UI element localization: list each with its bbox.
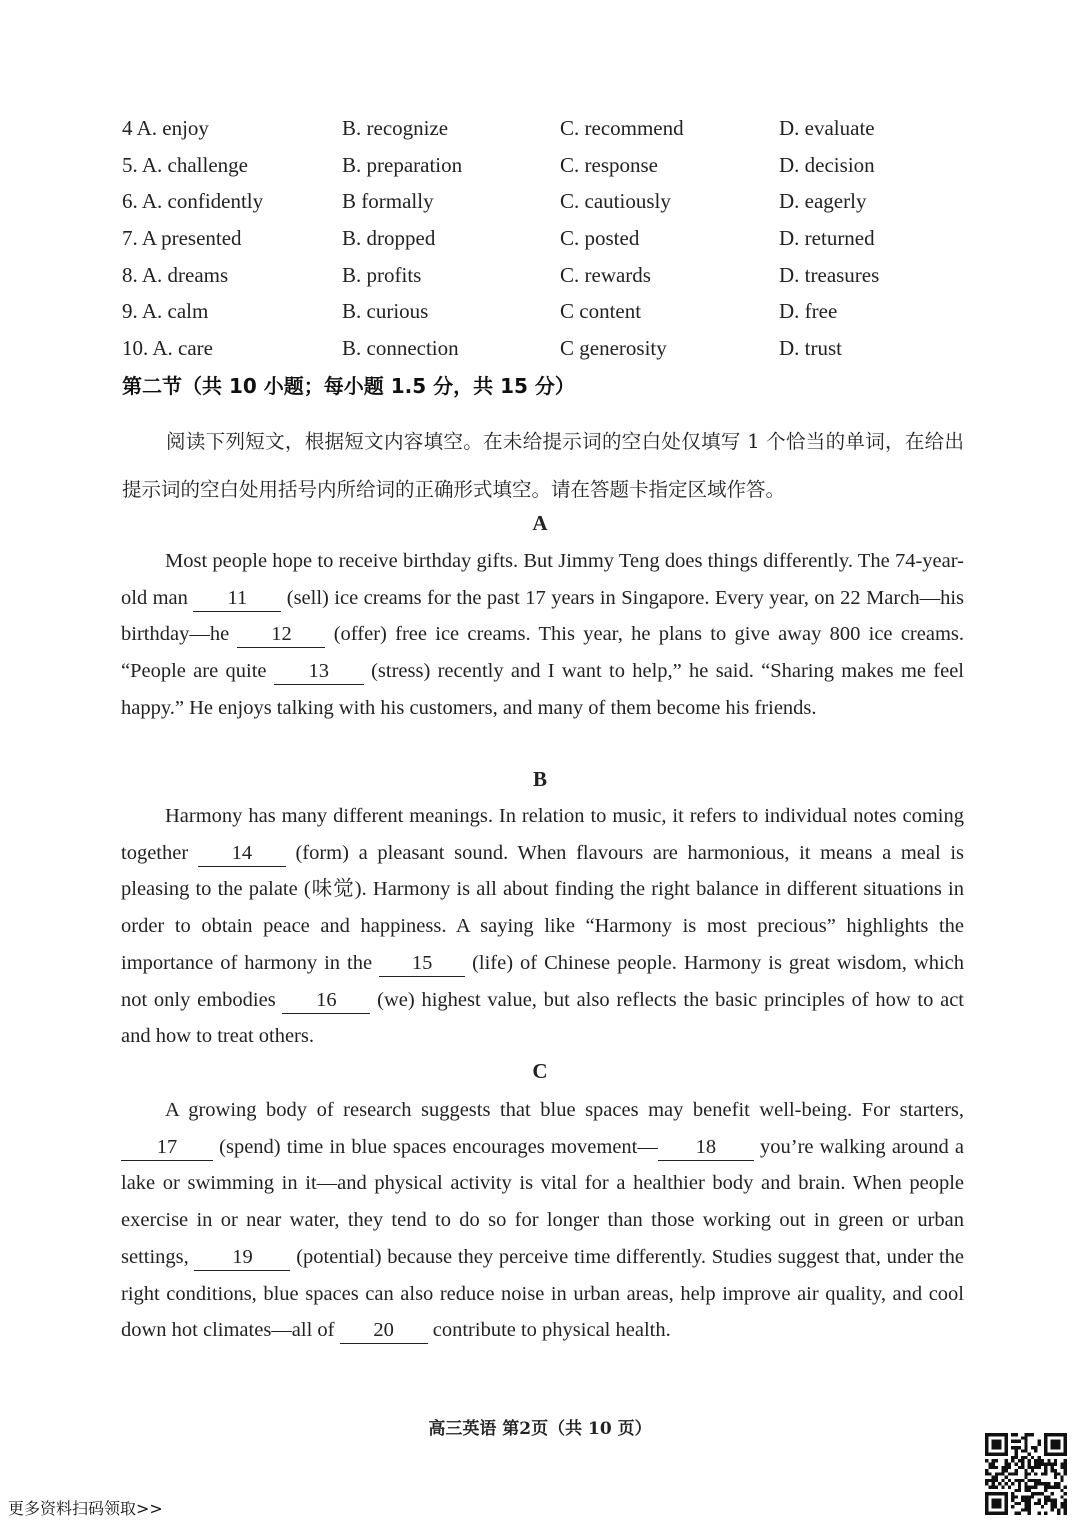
option-a: 7. A presented xyxy=(122,226,242,251)
blank-16: 16 xyxy=(282,987,370,1014)
passage-b-text xyxy=(121,798,964,1055)
option-a: 10. A. care xyxy=(122,336,213,361)
option-row-9 xyxy=(122,293,962,330)
option-row-4 xyxy=(122,110,962,147)
option-d: D. evaluate xyxy=(779,116,875,140)
option-d: D. returned xyxy=(779,226,875,251)
passage-text: (life) of Chinese people. Harmony is great wisdom, which not only embodies xyxy=(121,951,965,1011)
passage-text: (stress) recently and I want to help,” he said. “Sharing makes me feel happy.” He enjoys talking with his customers, and many of them become his friends. xyxy=(121,660,964,719)
passage-text: you’re walking around a lake or swimming in it—and physical activity is vital for a healthier body and brain. When people exercise in or near water, they tend to do so for longer than those working out in green or urban settings, xyxy=(121,1135,964,1268)
blank-17: 17 xyxy=(121,1134,213,1161)
option-d: D. free xyxy=(779,299,838,324)
section-instruction: 阅读下列短文，根据短文内容填空。在未给提示词的空白处仅填写 1 个恰当的单词，在给出提示词的空白处用括号内所给词的正确形式填空。请在答题卡指定区域作答。 xyxy=(122,430,964,501)
section-heading: 第二节（共 10 小题；每小题 1.5 分，共 15 分） xyxy=(122,374,575,398)
passage-text: (sell) ice creams for the past 17 years in Singapore. Every year, on 22 March—his birthday—he xyxy=(121,586,964,646)
page-footer: 高三英语 第2页（共 10 页） xyxy=(428,1419,652,1439)
blank-11: 11 xyxy=(193,585,281,612)
passage-c-text xyxy=(121,1092,964,1349)
option-a: 9. A. calm xyxy=(122,299,209,324)
option-c: C generosity xyxy=(560,336,667,361)
option-row-8 xyxy=(122,257,962,294)
option-c: C content xyxy=(560,299,642,324)
passage-text: contribute to physical health. xyxy=(432,1319,671,1342)
blank-13: 13 xyxy=(274,658,364,685)
passage-text: Most people hope to receive birthday gifts. But Jimmy Teng does things differently. The 74-year-old man xyxy=(121,550,964,609)
option-b: B. dropped xyxy=(342,226,436,251)
passage-text: (form) a pleasant sound. When flavours are harmonious, it means a meal is pleasing to the palate (味觉). Harmony is all about finding the right balance in different situations in order to obtain peace and happiness. A saying like “Harmony is most precious” highlights the importance of harmony in the xyxy=(121,841,964,974)
passage-text: (potential) because they perceive time differently. Studies suggest that, under the right conditions, blue spaces can also reduce noise in urban areas, help improve air quality, and cool down hot climates—all of xyxy=(121,1245,965,1342)
passage-b-title: B xyxy=(532,767,547,791)
passage-text: Harmony has many different meanings. In relation to music, it refers to individual notes coming together xyxy=(121,805,964,864)
option-row-7 xyxy=(122,220,962,257)
option-b: B. recognize xyxy=(342,116,449,140)
option-c: C. recommend xyxy=(560,116,684,140)
passage-text: (spend) time in blue spaces encourages movement— xyxy=(219,1135,658,1158)
option-d: D. eagerly xyxy=(779,189,867,214)
blank-15: 15 xyxy=(379,950,465,977)
option-d: D. decision xyxy=(779,152,875,177)
option-c: C. response xyxy=(560,152,658,177)
option-d: D. treasures xyxy=(779,262,880,287)
qr-code-icon[interactable] xyxy=(985,1433,1067,1515)
option-row-5 xyxy=(122,147,962,184)
passage-a-text xyxy=(121,543,964,727)
option-b: B. profits xyxy=(342,262,422,287)
blank-18: 18 xyxy=(658,1134,754,1161)
blank-12: 12 xyxy=(237,621,325,648)
option-row-10 xyxy=(122,330,962,367)
option-a: 5. A. challenge xyxy=(122,152,248,177)
option-a: 4 A. enjoy xyxy=(122,116,209,140)
option-c: C. posted xyxy=(560,226,640,251)
option-a: 6. A. confidently xyxy=(122,189,264,214)
promo-link[interactable]: 更多资料扫码领取>> xyxy=(8,1499,163,1518)
passage-text: A growing body of research suggests that blue spaces may benefit well-being. For starters, xyxy=(165,1099,964,1121)
option-b: B. preparation xyxy=(342,152,463,177)
passage-a-title: A xyxy=(532,511,548,535)
option-b: B. curious xyxy=(342,299,429,324)
option-b: B formally xyxy=(342,189,434,214)
option-b: B. connection xyxy=(342,336,459,361)
blank-20: 20 xyxy=(340,1317,428,1344)
option-c: C. cautiously xyxy=(560,189,671,214)
option-a: 8. A. dreams xyxy=(122,262,229,287)
blank-14: 14 xyxy=(198,840,286,867)
option-c: C. rewards xyxy=(560,262,651,287)
option-row-6 xyxy=(122,183,962,220)
passage-text: (we) highest value, but also reflects the basic principles of how to act and how to treat others. xyxy=(121,988,964,1048)
passage-c-title: C xyxy=(532,1059,548,1083)
blank-19: 19 xyxy=(194,1244,290,1271)
passage-text: (offer) free ice creams. This year, he plans to give away 800 ice creams. “People are quite xyxy=(121,623,964,683)
option-d: D. trust xyxy=(779,336,842,361)
options-table xyxy=(122,110,962,367)
